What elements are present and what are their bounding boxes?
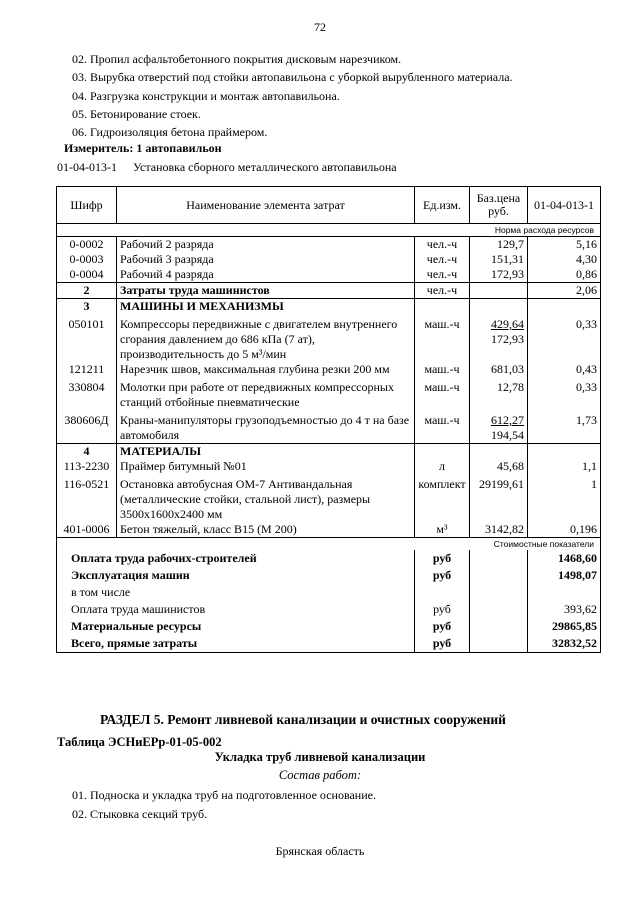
cell-unit — [415, 252, 470, 267]
total-unit — [415, 584, 470, 601]
cell-name-text: Нарезчик швов, максимальная глубина резки 200 мм — [120, 362, 390, 376]
total-price-empty — [470, 550, 528, 567]
total-row — [57, 584, 601, 601]
cell-name — [117, 252, 415, 267]
cell-price-secondary: 172,93 — [491, 332, 524, 346]
norm-subtitle — [57, 160, 397, 175]
cell-unit — [415, 314, 470, 362]
cell-code-text: 116-0521 — [63, 477, 110, 491]
header-price: Баз.цена руб. — [470, 187, 528, 224]
work-list — [72, 50, 513, 141]
cell-unit — [415, 474, 470, 522]
cell-unit — [415, 522, 470, 538]
total-row — [57, 618, 601, 635]
cell-unit-text: чел.-ч — [426, 283, 458, 297]
cell-price — [470, 410, 528, 444]
cell-unit-text: маш.-ч — [424, 317, 460, 331]
total-unit: руб — [415, 550, 470, 567]
cell-name-text: Молотки при работе от передвижных компрессорных станций отбойные пневматические — [120, 380, 394, 409]
cell-code — [57, 283, 117, 299]
total-value: 1498,07 — [528, 567, 601, 584]
footer-region: Брянская область — [275, 844, 365, 858]
total-name: Материальные ресурсы — [57, 618, 415, 635]
cell-code-text: 0-0002 — [69, 237, 104, 251]
cell-price-text: 12,78 — [497, 380, 524, 394]
cell-norm-text: 5,16 — [576, 237, 597, 251]
cell-norm — [528, 410, 601, 444]
cell-price-text: 612,27 — [491, 413, 524, 427]
cell-price-text: 29199,61 — [479, 477, 524, 491]
cell-name-text: Компрессоры передвижные с двигателем внутреннего сгорания давлением до 686 кПа (7 ат), производительность до 5 м³/мин — [120, 317, 398, 361]
cell-norm-text: 0,43 — [576, 362, 597, 376]
cell-price-secondary: 194,54 — [491, 428, 524, 442]
cell-norm — [528, 283, 601, 299]
operations-list — [72, 786, 376, 824]
total-value: 32832,52 — [528, 635, 601, 653]
norm-code: 01-04-013-1 — [57, 160, 117, 174]
cell-code — [57, 522, 117, 538]
cell-unit-text: комплект — [418, 477, 466, 491]
total-row — [57, 635, 601, 653]
cell-price — [470, 252, 528, 267]
cell-unit-text: л — [439, 459, 445, 473]
table-row — [57, 522, 601, 538]
cell-name — [117, 444, 415, 460]
total-price-empty — [470, 584, 528, 601]
table-section-row — [57, 444, 601, 460]
total-row — [57, 601, 601, 618]
cell-norm — [528, 474, 601, 522]
cell-code-text: 121211 — [68, 362, 105, 376]
cell-code-text: 401-0006 — [63, 522, 110, 536]
table-code: Таблица ЭСНиЕРр-01-05-002 — [57, 735, 222, 749]
cell-norm — [528, 522, 601, 538]
cell-name — [117, 314, 415, 362]
cell-price-text: 3142,82 — [485, 522, 524, 536]
cell-code — [57, 314, 117, 362]
cell-code — [57, 267, 117, 283]
total-name: Эксплуатация машин — [57, 567, 415, 584]
norm-title: Установка сборного металлического автопавильона — [133, 160, 397, 174]
cell-name — [117, 459, 415, 474]
page-number: 72 — [314, 20, 326, 34]
cost-header-row — [57, 538, 601, 551]
cell-name — [117, 267, 415, 283]
cell-norm-text: 1,1 — [582, 459, 597, 473]
cell-name-text: Затраты труда машинистов — [120, 283, 270, 297]
cell-norm — [528, 377, 601, 410]
cell-name-text: Бетон тяжелый, класс В15 (М 200) — [120, 522, 297, 536]
cell-price — [470, 237, 528, 253]
total-price-empty — [470, 635, 528, 653]
total-price-empty — [470, 567, 528, 584]
cell-price — [470, 267, 528, 283]
cell-unit — [415, 444, 470, 460]
cell-norm — [528, 237, 601, 253]
cell-code — [57, 459, 117, 474]
table-row — [57, 474, 601, 522]
work-item: 02. Пропил асфальтобетонного покрытия дисковым нарезчиком. — [72, 52, 402, 66]
table-row — [57, 267, 601, 283]
cell-norm-text: 0,196 — [570, 522, 597, 536]
header-code: Шифр — [57, 187, 117, 224]
cell-name-text: Остановка автобусная ОМ-7 Антивандальная (металлические стойки, стальной лист), размеры 3500x1600x2400 мм — [120, 477, 371, 521]
cell-price — [470, 314, 528, 362]
cell-price-text: 681,03 — [491, 362, 524, 376]
cell-unit — [415, 377, 470, 410]
total-value: 393,62 — [528, 601, 601, 618]
total-unit: руб — [415, 618, 470, 635]
cell-price-text: 429,64 — [491, 317, 524, 331]
total-row — [57, 550, 601, 567]
cell-norm-text: 1 — [591, 477, 597, 491]
cell-price — [470, 283, 528, 299]
cell-price — [470, 459, 528, 474]
total-name: Оплата труда машинистов — [57, 601, 415, 618]
cell-name — [117, 410, 415, 444]
table-section-row — [57, 299, 601, 315]
total-unit: руб — [415, 567, 470, 584]
cell-unit-text: маш.-ч — [424, 413, 460, 427]
section-title: РАЗДЕЛ 5. Ремонт ливневой канализации и очистных сооружений — [100, 712, 506, 727]
cell-code-text: 050101 — [68, 317, 105, 331]
cell-code — [57, 299, 117, 315]
cell-name-text: МАТЕРИАЛЫ — [120, 444, 201, 458]
work-item: 05. Бетонирование стоек. — [72, 106, 201, 121]
cell-norm — [528, 267, 601, 283]
cell-name-text: Краны-манипуляторы грузоподъемностью до 4 т на базе автомобиля — [120, 413, 410, 442]
cell-code — [57, 237, 117, 253]
cell-price-text: 129,7 — [497, 237, 524, 251]
cell-unit-text: маш.-ч — [424, 380, 460, 394]
cell-price — [470, 522, 528, 538]
cell-name — [117, 299, 415, 315]
total-name: в том числе — [57, 584, 415, 601]
cell-name — [117, 522, 415, 538]
cell-norm — [528, 252, 601, 267]
cell-unit — [415, 362, 470, 377]
cell-norm — [528, 299, 601, 315]
header-unit: Ед.изм. — [415, 187, 470, 224]
measurer: Измеритель: 1 автопавильон — [64, 141, 222, 155]
total-row — [57, 567, 601, 584]
cell-norm — [528, 459, 601, 474]
cell-norm-text: 0,33 — [576, 380, 597, 394]
cell-code-text: 4 — [83, 444, 90, 458]
table-row — [57, 237, 601, 253]
cell-name-text: Праймер битумный №01 — [120, 459, 247, 473]
cell-norm-text: 1,73 — [576, 413, 597, 427]
cell-code-text: 330804 — [68, 380, 105, 394]
cell-name — [117, 237, 415, 253]
table-section-row — [57, 283, 601, 299]
cell-price-text: 151,31 — [491, 252, 524, 266]
total-value: 1468,60 — [528, 550, 601, 567]
norm-header-row — [57, 224, 601, 237]
table-row — [57, 377, 601, 410]
cell-unit — [415, 283, 470, 299]
table-name: Укладка труб ливневой канализации — [214, 750, 426, 764]
composition-title: Состав работ: — [278, 768, 362, 782]
total-name: Всего, прямые затраты — [57, 635, 415, 653]
table-row — [57, 362, 601, 377]
cell-unit — [415, 267, 470, 283]
cell-price-text: 172,93 — [491, 267, 524, 281]
work-item: 04. Разгрузка конструкции и монтаж автопавильона. — [72, 88, 340, 103]
cell-norm-text: 4,30 — [576, 252, 597, 266]
cell-code — [57, 252, 117, 267]
cost-header: Стоимостные показатели — [57, 538, 601, 551]
cell-code — [57, 474, 117, 522]
total-unit: руб — [415, 601, 470, 618]
total-value — [528, 584, 601, 601]
cell-code-text: 2 — [83, 283, 90, 297]
cell-unit — [415, 410, 470, 444]
cell-norm-text: 0,86 — [576, 267, 597, 281]
total-price-empty — [470, 618, 528, 635]
operation-item: 01. Подноска и укладка труб на подготовленное основание. — [72, 788, 376, 802]
cell-name-text: Рабочий 3 разряда — [120, 252, 214, 266]
cell-unit-text: чел.-ч — [426, 237, 458, 251]
cell-name — [117, 474, 415, 522]
cell-code-text: 113-2230 — [63, 459, 110, 473]
cell-unit-text: чел.-ч — [426, 252, 458, 266]
cell-price — [470, 377, 528, 410]
cell-name — [117, 377, 415, 410]
cell-name-text: МАШИНЫ И МЕХАНИЗМЫ — [120, 299, 284, 313]
cell-norm — [528, 314, 601, 362]
cell-unit — [415, 459, 470, 474]
cell-unit — [415, 299, 470, 315]
cell-code-text: 0-0003 — [69, 252, 104, 266]
header-norm: 01-04-013-1 — [528, 187, 601, 224]
cell-price — [470, 444, 528, 460]
cell-code — [57, 444, 117, 460]
total-value: 29865,85 — [528, 618, 601, 635]
cell-unit-text: чел.-ч — [426, 267, 458, 281]
table-row — [57, 410, 601, 444]
cell-name — [117, 283, 415, 299]
cell-norm-text: 0,33 — [576, 317, 597, 331]
work-item: 06. Гидроизоляция бетона праймером. — [72, 125, 268, 140]
total-name: Оплата труда рабочих-строителей — [57, 550, 415, 567]
cell-code-text: 3 — [83, 299, 90, 313]
cell-name — [117, 362, 415, 377]
cell-price — [470, 474, 528, 522]
table-row — [57, 252, 601, 267]
norm-header: Норма расхода ресурсов — [57, 224, 601, 237]
cell-norm-text: 2,06 — [576, 283, 597, 297]
cell-code — [57, 377, 117, 410]
table-row — [57, 459, 601, 474]
cell-price-text: 45,68 — [497, 459, 524, 473]
cell-name-text: Рабочий 4 разряда — [120, 267, 214, 281]
cell-code-text: 380606Д — [64, 413, 109, 427]
cell-code — [57, 410, 117, 444]
cell-name-text: Рабочий 2 разряда — [120, 237, 214, 251]
cell-unit-text: маш.-ч — [424, 362, 460, 376]
operation-item: 02. Стыковка секций труб. — [72, 807, 208, 821]
resource-table — [56, 186, 601, 653]
total-unit: руб — [415, 635, 470, 653]
cell-norm — [528, 444, 601, 460]
cell-unit — [415, 237, 470, 253]
cell-norm — [528, 362, 601, 377]
cell-unit-text: м³ — [436, 522, 448, 536]
cell-price — [470, 362, 528, 377]
cell-price — [470, 299, 528, 315]
table-row — [57, 314, 601, 362]
total-price-empty — [470, 601, 528, 618]
cell-code — [57, 362, 117, 377]
header-name: Наименование элемента затрат — [117, 187, 415, 224]
cell-code-text: 0-0004 — [69, 267, 104, 281]
table-header-row — [57, 187, 601, 224]
work-item: 03. Вырубка отверстий под стойки автопавильона с уборкой вырубленного материала. — [72, 70, 513, 85]
